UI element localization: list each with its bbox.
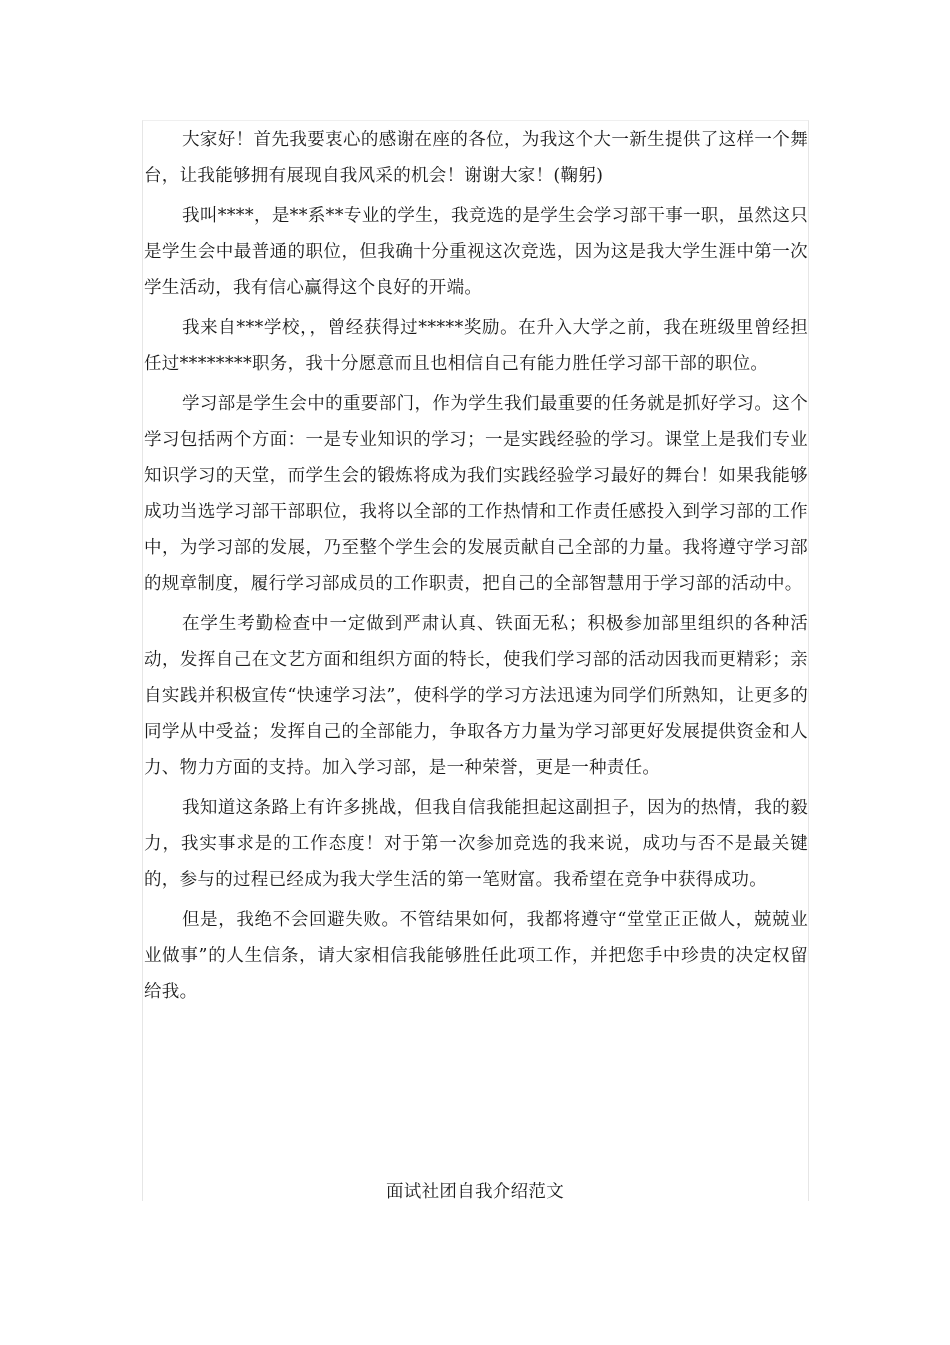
footer-title: 面试社团自我介绍范文 — [386, 1182, 564, 1202]
paragraph-study-department: 学习部是学生会中的重要部门，作为学生我们最重要的任务就是抓好学习。这个学习包括两个方面：一是专业知识的学习；一是实践经验的学习。课堂上是我们专业知识学习的天堂，而学生会的锻炼将成为我们实践经验学习最好的舞台！如果我能够成功当选学习部干部职位，我将以全部的工作热情和工作责任感投入到学习部的工作中，为学习部的发展，乃至整个学生会的发展贡献自己全部的力量。我将遵守学习部的规章制度，履行学习部成员的工作职责，把自己的全部智慧用于学习部的活动中。 — [144, 394, 808, 594]
paragraph-background: 我来自***学校，，曾经获得过*****奖励。在升入大学之前，我在班级里曾经担任过********职务，我十分愿意而且也相信自己有能力胜任学习部干部的职位。 — [144, 318, 808, 374]
paragraph-closing: 但是，我绝不会回避失败。不管结果如何，我都将遵守“堂堂正正做人，兢兢业业做事”的人生信条，请大家相信我能够胜任此项工作，并把您手中珍贵的决定权留给我。 — [144, 910, 808, 1002]
paragraph-plans: 在学生考勤检查中一定做到严肃认真、铁面无私；积极参加部里组织的各种活动，发挥自己在文艺方面和组织方面的特长，使我们学习部的活动因我而更精彩；亲自实践并积极宣传“快速学习法”，使科学的学习方法迅速为同学们所熟知，让更多的同学从中受益；发挥自己的全部能力，争取各方力量为学习部更好发展提供资金和人力、物力方面的支持。加入学习部，是一种荣誉，更是一种责任。 — [144, 614, 808, 778]
document-body — [144, 122, 808, 1014]
paragraph-introduction: 我叫****，是**系**专业的学生，我竞选的是学生会学习部干事一职，虽然这只是学生会中最普通的职位，但我确十分重视这次竞选，因为这是我大学生涯中第一次学生活动，我有信心赢得这个良好的开端。 — [144, 206, 808, 298]
paragraph-greeting: 大家好！首先我要衷心的感谢在座的各位，为我这个大一新生提供了这样一个舞台，让我能够拥有展现自我风采的机会！谢谢大家！(鞠躬) — [144, 130, 808, 186]
paragraph-challenges: 我知道这条路上有许多挑战，但我自信我能担起这副担子，因为的热情，我的毅力，我实事求是的工作态度！对于第一次参加竞选的我来说，成功与否不是最关键的，参与的过程已经成为我大学生活的第一笔财富。我希望在竞争中获得成功。 — [144, 798, 808, 890]
